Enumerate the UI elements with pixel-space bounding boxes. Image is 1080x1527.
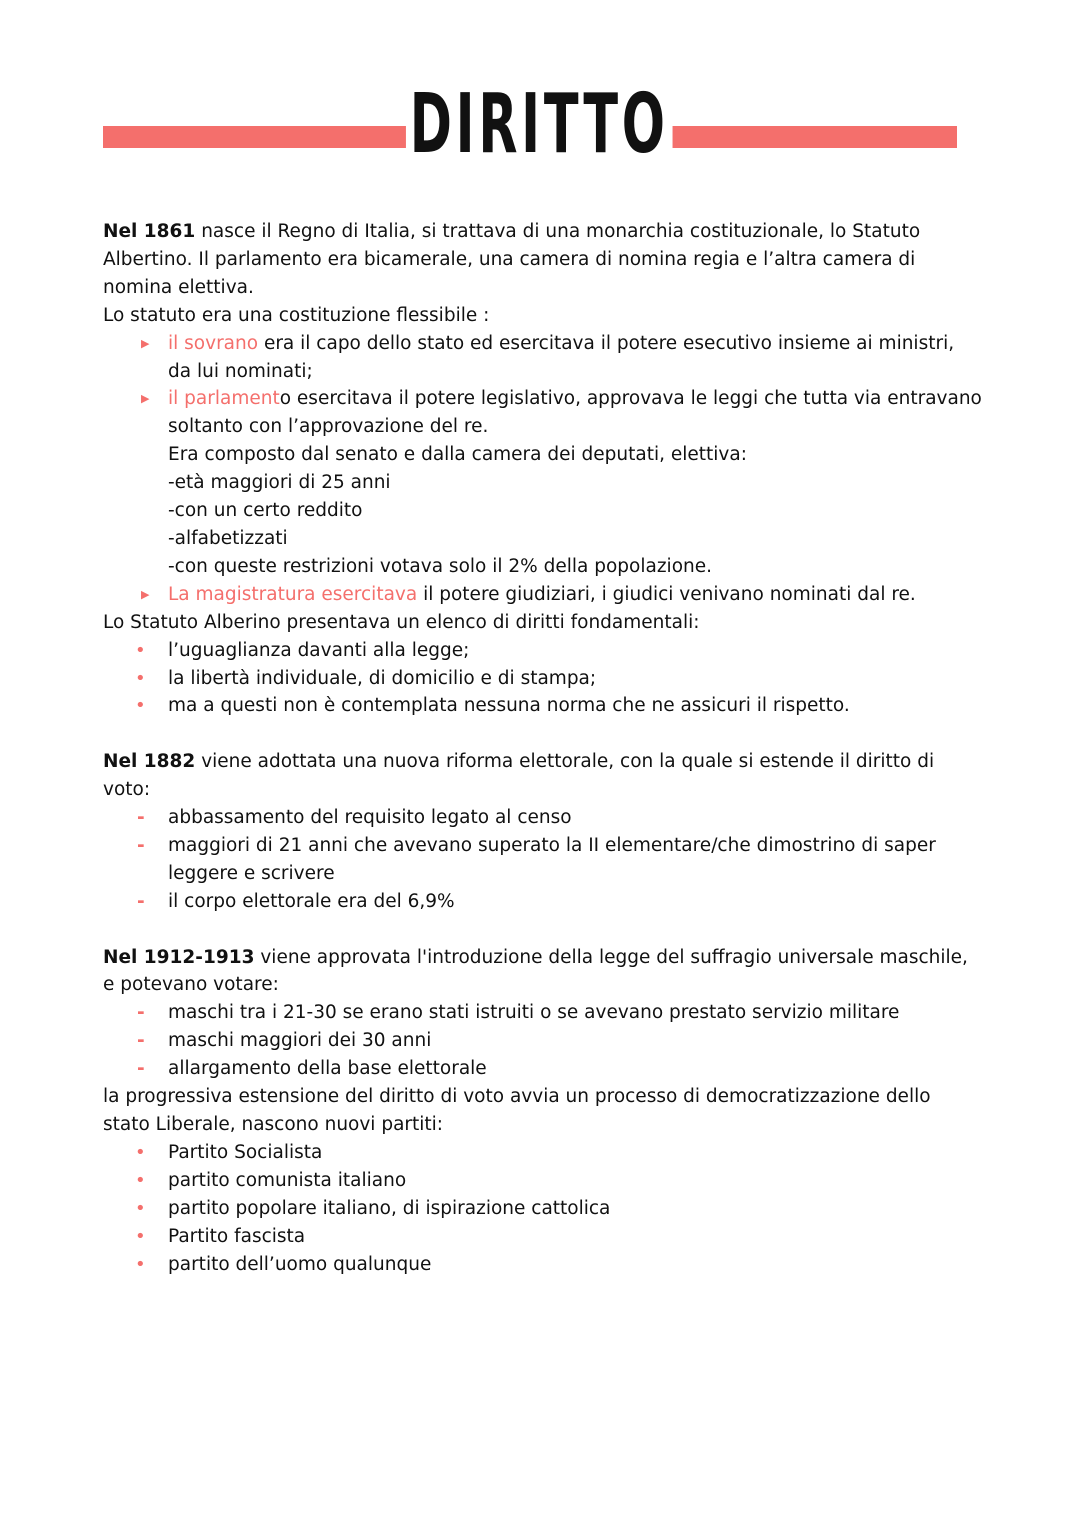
page-title: DIRITTO xyxy=(204,84,874,166)
list-item: - maschi maggiori dei 30 anni xyxy=(103,1027,983,1055)
rights-list xyxy=(103,637,983,721)
year-1912-1913: Nel 1912-1913 xyxy=(103,946,255,968)
composition-line: Era composto dal senato e dalla camera dei deputati, elettiva: xyxy=(168,444,747,466)
list-item-magistratura: ▶ La magistratura esercitava il potere giudiziari, i giudici venivano nominati dal re. xyxy=(103,581,983,609)
list-item: - maggiori di 21 anni che avevano superato la II elementare/che dimostrino di saper leggere e scrivere xyxy=(103,832,983,888)
spacer xyxy=(103,720,983,748)
list-item-sovrano: ▶ il sovrano era il capo dello stato ed esercitava il potere esecutivo insieme ai ministri, da lui nominati; xyxy=(103,330,983,386)
paragraph-flexible: Lo statuto era una costituzione flessibile : xyxy=(103,304,490,326)
list-item: - allargamento della base elettorale xyxy=(103,1055,983,1083)
notes-body xyxy=(103,218,983,1278)
list-item: - il corpo elettorale era del 6,9% xyxy=(103,888,983,916)
reform-1912-list xyxy=(103,999,983,1083)
reform-1882-list xyxy=(103,804,983,916)
spacer xyxy=(103,916,983,944)
list-item: • ma a questi non è contemplata nessuna norma che ne assicuri il rispetto. xyxy=(103,692,983,720)
list-item: • partito dell’uomo qualunque xyxy=(103,1251,983,1279)
year-1882: Nel 1882 xyxy=(103,751,196,773)
list-item: • partito comunista italiano xyxy=(103,1167,983,1195)
list-item-parlamento: ▶ il parlamento esercitava il potere legislativo, approvava le leggi che tutta via entravano soltanto con l’approvazione del re. xyxy=(103,385,983,441)
composition-line: -età maggiori di 25 anni xyxy=(168,472,391,494)
list-item: - abbassamento del requisito legato al censo xyxy=(103,804,983,832)
paragraph-1861: Nel 1861 nasce il Regno di Italia, si trattava di una monarchia costituzionale, lo Statuto Albertino. Il parlamento era bicamerale, una camera di nomina regia e l’altra camera di nomina elettiva. xyxy=(103,221,921,298)
list-item: • la libertà individuale, di domicilio e di stampa; xyxy=(103,665,983,693)
list-item: • l’uguaglianza davanti alla legge; xyxy=(103,637,983,665)
powers-list xyxy=(103,330,983,442)
paragraph-1882: Nel 1882 viene adottata una nuova riforma elettorale, con la quale si estende il diritto di voto: xyxy=(103,751,935,801)
list-item: • Partito fascista xyxy=(103,1223,983,1251)
year-1861: Nel 1861 xyxy=(103,221,196,242)
paragraph-1912: Nel 1912-1913 viene approvata l'introduzione della legge del suffragio universale maschile, e potevano votare: xyxy=(103,946,968,996)
list-item: • partito popolare italiano, di ispirazione cattolica xyxy=(103,1195,983,1223)
powers-list-2 xyxy=(103,581,983,609)
paragraph-diritti: Lo Statuto Alberino presentava un elenco di diritti fondamentali: xyxy=(103,611,700,633)
parties-list xyxy=(103,1139,983,1279)
list-item: • Partito Socialista xyxy=(103,1139,983,1167)
paragraph-partiti: la progressiva estensione del diritto di voto avvia un processo di democratizzazione dello stato Liberale, nascono nuovi partiti: xyxy=(103,1086,931,1135)
composition-line: -con queste restrizioni votava solo il 2% della popolazione. xyxy=(168,555,712,577)
composition-line: -con un certo reddito xyxy=(168,500,363,522)
list-item: - maschi tra i 21-30 se erano stati istruiti o se avevano prestato servizio militare xyxy=(103,999,983,1027)
composition-line: -alfabetizzati xyxy=(168,527,288,549)
